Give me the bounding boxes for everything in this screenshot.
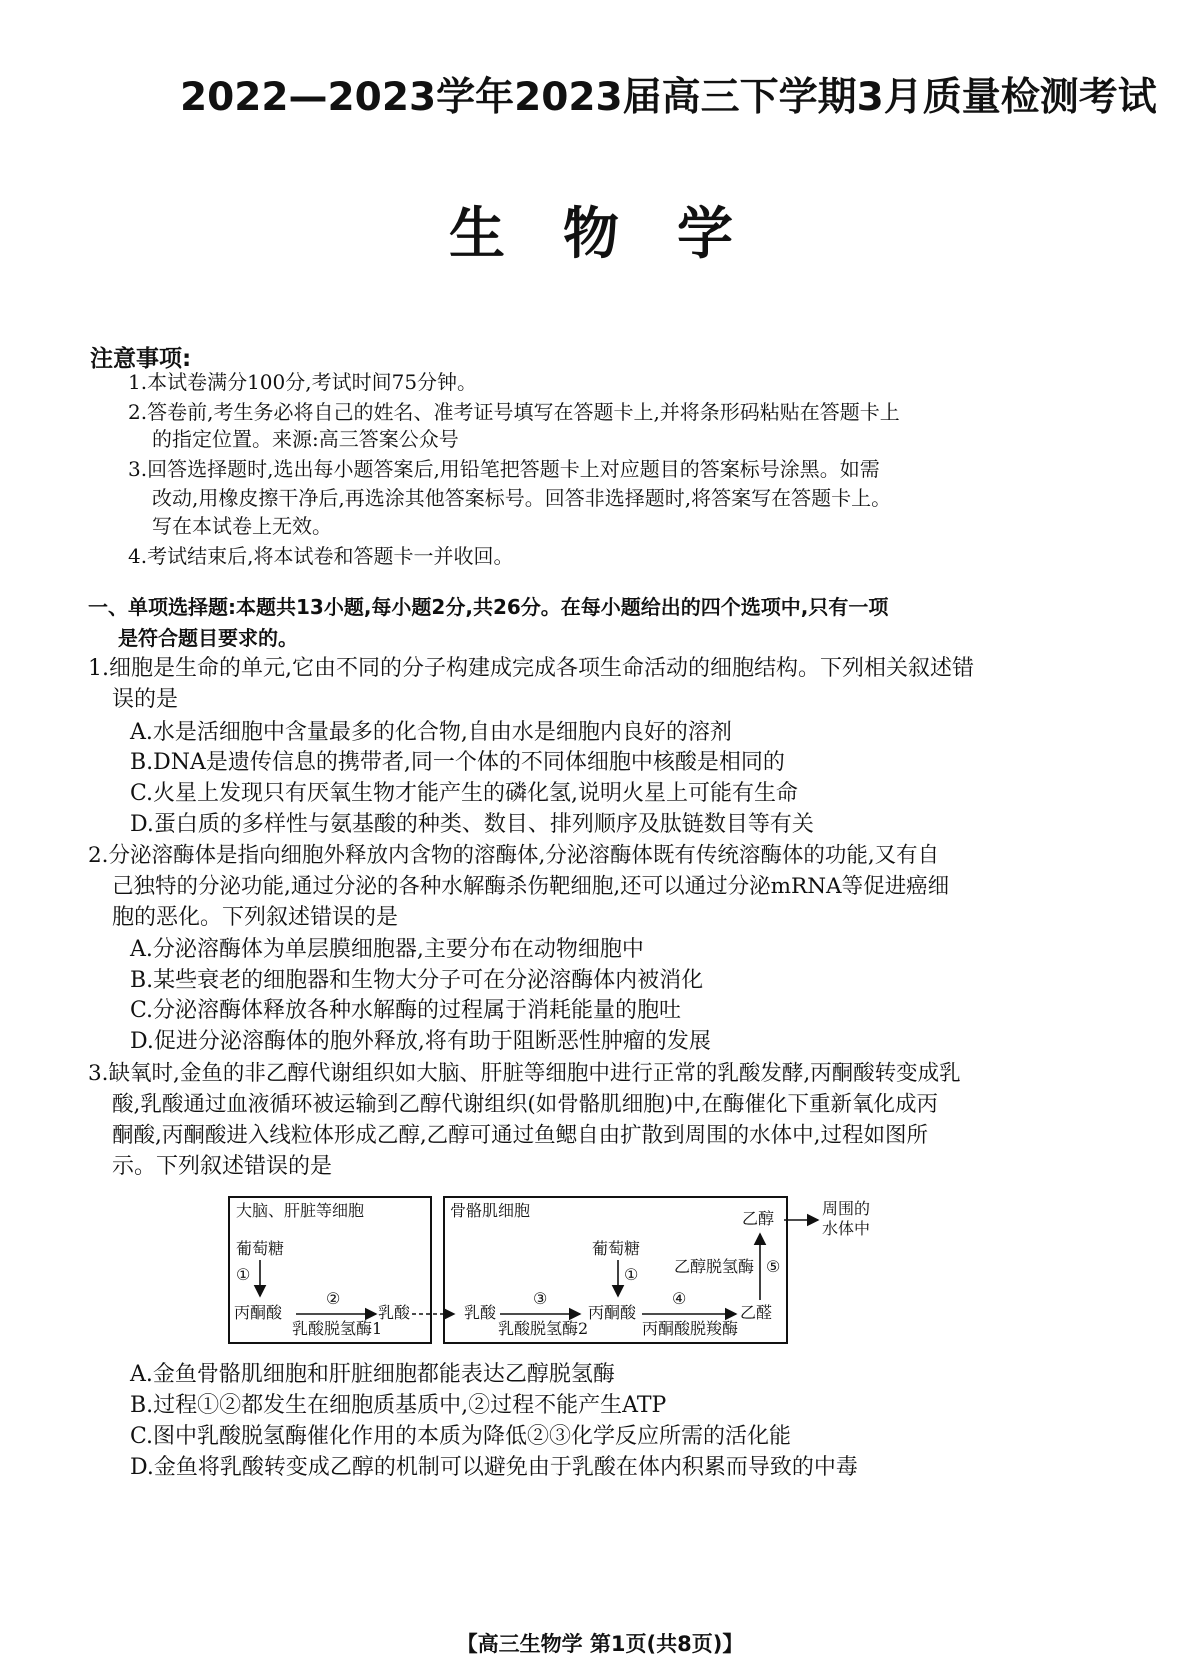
option-b[interactable]: B.过程①②都发生在细胞质基质中,②过程不能产生ATP: [130, 1393, 667, 1418]
question-stem: 2.分泌溶酶体是指向细胞外释放内含物的溶酶体,分泌溶酶体既有传统溶酶体的功能,又有自: [88, 843, 940, 868]
lactate-label: 乳酸: [378, 1303, 411, 1322]
notice-item: 的指定位置。来源:高三答案公众号: [152, 427, 459, 451]
step-4-label: ④: [672, 1289, 687, 1308]
notice-item: 改动,用橡皮擦干净后,再选涂其他答案标号。回答非选择题时,将答案写在答题卡上。: [152, 486, 892, 510]
option-c[interactable]: C.图中乳酸脱氢酶催化作用的本质为降低②③化学反应所需的活化能: [130, 1424, 792, 1449]
notice-heading: 注意事项:: [90, 346, 192, 372]
metabolism-diagram: [228, 1196, 878, 1344]
question-stem: 酸,乳酸通过血液循环被运输到乙醇代谢组织(如骨骼肌细胞)中,在酶催化下重新氧化成丙: [112, 1092, 938, 1117]
question-stem: 1.细胞是生命的单元,它由不同的分子构建成完成各项生命活动的细胞结构。下列相关叙述错: [88, 656, 974, 681]
ldh2-label: 乳酸脱氢酶2: [498, 1319, 589, 1338]
box2-title: 骨骼肌细胞: [450, 1201, 531, 1220]
notice-item: 2.答卷前,考生务必将自己的姓名、准考证号填写在答题卡上,并将条形码粘贴在答题卡上: [128, 400, 900, 424]
question-stem: 酮酸,丙酮酸进入线粒体形成乙醇,乙醇可通过鱼鳃自由扩散到周围的水体中,过程如图所: [112, 1123, 929, 1148]
option-d[interactable]: D.促进分泌溶酶体的胞外释放,将有助于阻断恶性肿瘤的发展: [130, 1029, 711, 1054]
section-heading: 是符合题目要求的。: [118, 626, 298, 650]
water-label-line2: 水体中: [822, 1219, 871, 1238]
notice-item: 4.考试结束后,将本试卷和答题卡一并收回。: [128, 544, 514, 568]
subject-title: 生物学: [449, 202, 791, 267]
option-d[interactable]: D.蛋白质的多样性与氨基酸的种类、数目、排列顺序及肽链数目等有关: [130, 812, 814, 837]
step-1-label: ①: [624, 1265, 639, 1284]
notice-item: 写在本试卷上无效。: [152, 514, 332, 538]
question-stem: 己独特的分泌功能,通过分泌的各种水解酶杀伤靶细胞,还可以通过分泌mRNA等促进癌细: [112, 874, 950, 899]
pyruvate-label: 丙酮酸: [234, 1303, 283, 1322]
option-b[interactable]: B.某些衰老的细胞器和生物大分子可在分泌溶酶体内被消化: [130, 968, 704, 993]
step-1-label: ①: [236, 1265, 251, 1284]
option-c[interactable]: C.分泌溶酶体释放各种水解酶的过程属于消耗能量的胞吐: [130, 998, 682, 1023]
lactate-label: 乳酸: [464, 1303, 497, 1322]
question-stem: 误的是: [112, 687, 179, 712]
page-footer: 【高三生物学 第1页(共8页)】: [456, 1632, 744, 1656]
section-heading: 一、单项选择题:本题共13小题,每小题2分,共26分。在每小题给出的四个选项中,只有一项: [88, 595, 889, 619]
notice-item: 3.回答选择题时,选出每小题答案后,用铅笔把答题卡上对应题目的答案标号涂黑。如需: [128, 457, 880, 481]
option-a[interactable]: A.水是活细胞中含量最多的化合物,自由水是细胞内良好的溶剂: [130, 720, 732, 745]
pdc-label: 丙酮酸脱羧酶: [642, 1319, 739, 1338]
question-stem: 胞的恶化。下列叙述错误的是: [112, 905, 399, 930]
step-5-label: ⑤: [766, 1257, 781, 1276]
option-a[interactable]: A.分泌溶酶体为单层膜细胞器,主要分布在动物细胞中: [130, 937, 644, 962]
question-stem: 3.缺氧时,金鱼的非乙醇代谢组织如大脑、肝脏等细胞中进行正常的乳酸发酵,丙酮酸转变成乳: [88, 1061, 961, 1086]
ldh1-label: 乳酸脱氢酶1: [292, 1319, 383, 1338]
adh-label: 乙醇脱氢酶: [674, 1257, 755, 1276]
step-3-label: ③: [533, 1289, 548, 1308]
question-stem: 示。下列叙述错误的是: [112, 1154, 333, 1179]
glucose-label: 葡萄糖: [592, 1239, 641, 1258]
option-b[interactable]: B.DNA是遗传信息的携带者,同一个体的不同体细胞中核酸是相同的: [130, 750, 785, 775]
box1-title: 大脑、肝脏等细胞: [236, 1201, 365, 1220]
ethanol-label: 乙醇: [742, 1209, 775, 1228]
notice-item: 1.本试卷满分100分,考试时间75分钟。: [128, 370, 478, 394]
pyruvate-label: 丙酮酸: [588, 1303, 637, 1322]
acetaldehyde-label: 乙醛: [740, 1303, 773, 1322]
option-a[interactable]: A.金鱼骨骼肌细胞和肝脏细胞都能表达乙醇脱氢酶: [130, 1362, 615, 1387]
glucose-label: 葡萄糖: [236, 1239, 285, 1258]
step-2-label: ②: [326, 1289, 341, 1308]
exam-title: 2022—2023学年2023届高三下学期3月质量检测考试: [180, 75, 1157, 120]
water-label-line1: 周围的: [822, 1199, 871, 1218]
option-d[interactable]: D.金鱼将乳酸转变成乙醇的机制可以避免由于乳酸在体内积累而导致的中毒: [130, 1455, 858, 1480]
option-c[interactable]: C.火星上发现只有厌氧生物才能产生的磷化氢,说明火星上可能有生命: [130, 781, 799, 806]
